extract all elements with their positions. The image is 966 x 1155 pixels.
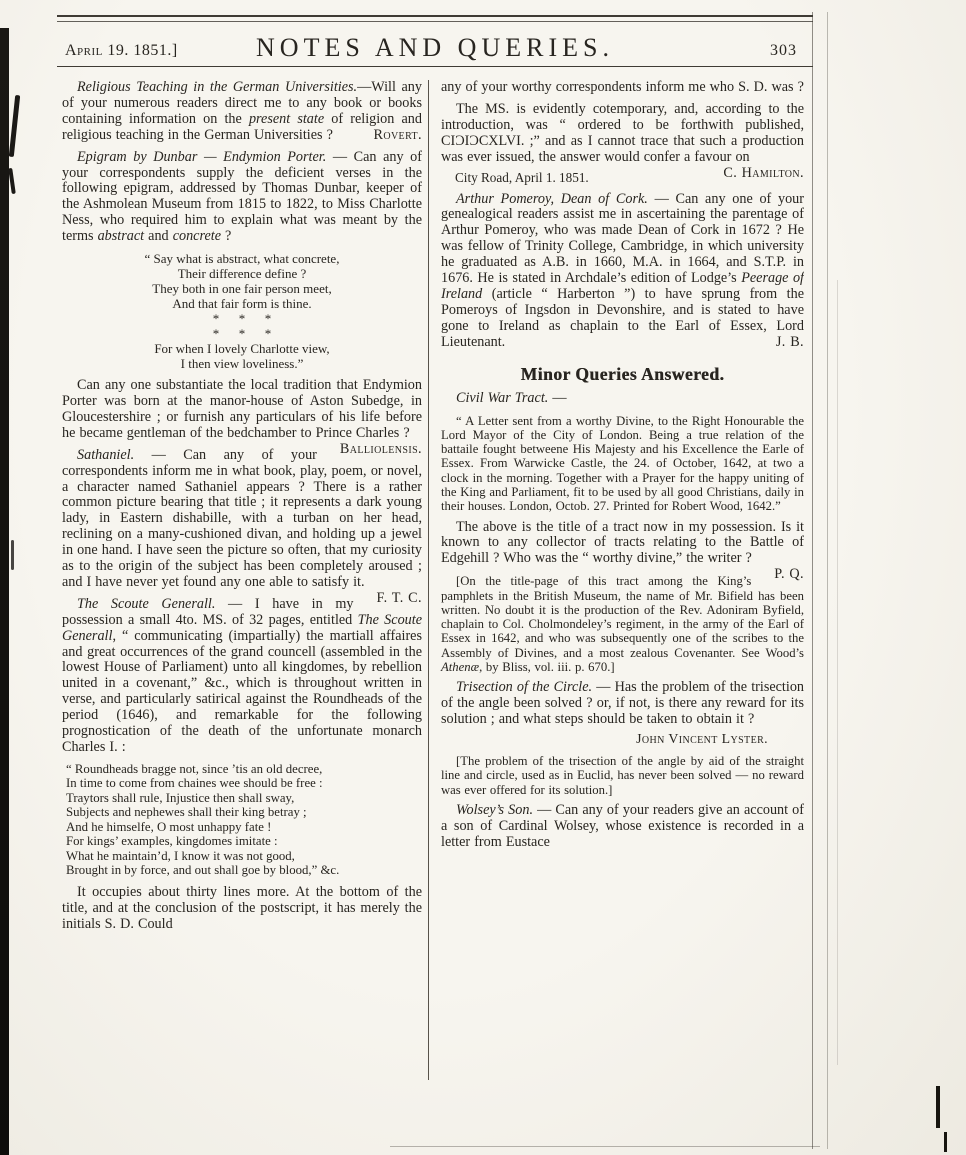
ink-mark (9, 95, 20, 157)
column-right (429, 80, 804, 1080)
text-segment: The Scoute Generall (62, 611, 422, 644)
text-segment: ? (221, 228, 232, 245)
text-segment: — Can any of your correspondents supply the deficient verses in the following epigram, addressed by Thomas Dunbar, keeper of the Ashmolean Museum from 1815 to 1822, to Miss Charlotte Ness, who required him to explain what was meant by the terms (62, 148, 422, 245)
text-segment: and (144, 228, 173, 245)
signature: C. Hamilton. (723, 164, 804, 181)
verse-line: And that fair form is thine. (172, 296, 312, 312)
scoute-generall-continuation (62, 885, 422, 933)
minor-queries-answered-heading: Minor Queries Answered. (520, 363, 725, 384)
text-segment: Epigram by Dunbar — Endymion Porter. (77, 148, 327, 165)
text-segment: any of your worthy correspondents inform me who S. D. was ? (441, 80, 804, 95)
text-segment: Religious Teaching in the German Universities. (77, 80, 358, 95)
roundheads-verse (62, 762, 422, 878)
verse-line: Subjects and nephewes shall their king betray ; (66, 805, 307, 820)
text-columns (62, 80, 804, 1080)
text-segment: —Will any of your numerous readers direct me to any book or books containing information on the (62, 80, 422, 127)
text-segment: Arthur Pomeroy, Dean of Cork. (456, 190, 648, 207)
editorial-note-byfield (441, 574, 804, 674)
text-segment: — Has the problem of the trisection of the angle been solved ? or, if not, is there any reward for its solution ; and what steps should be taken to obtain it ? (441, 679, 804, 728)
page-header (57, 33, 813, 65)
text-segment: — I have in my possession a small 4to. MS. of 32 pages, entitled (62, 595, 358, 628)
verse-line: And he himselfe, O most unhappy fate ! (66, 819, 272, 834)
query-scoute-generall (62, 597, 422, 756)
query-trisection-circle (441, 680, 804, 728)
civil-war-tract-lead (441, 391, 804, 407)
ink-mark (944, 1132, 947, 1152)
lyster-signature-line: John Vincent Lyster. (636, 731, 768, 747)
text-segment: — Can any of your readers give an account of a son of Cardinal Wolsey, whose existence is recorded in a letter from Eustace (441, 801, 804, 850)
text-segment: of religion and religious teaching in the German Universities ? (62, 110, 422, 143)
text-segment: Civil War Tract. (456, 389, 549, 406)
verse-line: * * * (212, 326, 272, 342)
text-segment: present state (248, 110, 325, 127)
text-segment: The Scoute Generall. (77, 595, 216, 612)
text-segment: — Can any one of your genealogical readers assist me in ascertaining the parentage of Arthur Pomeroy, who was made Dean of Cork in 1672 ? He was fellow of Trinity College, Cambridge, in which university he graduated as A.B. in 1660, M.A. in 1664, and S.T.P. in 1676. He is stated in Archdale’s edition of Lodge’s (441, 190, 804, 287)
signature: P. Q. (774, 566, 804, 583)
query-religious-teaching (62, 80, 422, 144)
verse-line: “ Roundheads bragge not, since ’tis an old decree, (66, 761, 323, 776)
text-segment: Can any one substantiate the local tradition that Endymion Porter was born at the manor-house of Aston Subedge, in Gloucestershire ; or furnish any particulars of his life before he became gentleman of the bedchamber to Prince Charles ? (62, 377, 422, 441)
text-segment: (article “ Harberton ”) to have sprung from the Pomeroys of Ingsdon in Devonshire, and is stated to have gone to Ireland as chaplain to the Earl of Essex, Lord Lieutenant. (441, 285, 804, 350)
signature: J. B. (775, 333, 804, 350)
ink-mark (11, 540, 14, 570)
query-wolseys-son (441, 803, 804, 851)
verse-line: I then view loveliness.” (180, 356, 304, 372)
text-segment: Wolsey’s Son. (456, 801, 534, 818)
signature: F. T. C. (376, 589, 422, 606)
text-segment: The MS. is evidently cotemporary, and, according to the introduction, was “ ordered to be forthwith published, CIƆIƆCXLVI. ;” and as I cannot trace that such a production was ever issued, the answer would confer a favour on (441, 100, 804, 165)
bottom-scan-rule (390, 1146, 820, 1147)
verse-line: * * * (212, 311, 272, 327)
verse-line: What he maintain’d, I know it was not good, (66, 848, 295, 863)
epigram-verse (62, 251, 422, 371)
text-segment: Athenæ (441, 660, 480, 675)
verse-line: For kings’ examples, kingdomes imitate : (66, 834, 278, 849)
verse-line: “ Say what is abstract, what concrete, (144, 251, 340, 267)
masthead-title: NOTES AND QUERIES. (256, 33, 614, 62)
text-segment: — Can any of your correspondents inform me in what book, play, poem, or novel, a character named Sathaniel appears ? There is a rather common picture bearing that title ; it represents a dark young lady, in Eastern dishabille, with a turban on her head, reclining on a many-cushioned divan, and holding up a jewel in one hand. I have seen the picture so often, that my curiosity as to the origin of the subject has been completely aroused ; and I have never yet found any one able to satisfy it. (62, 446, 422, 590)
civil-war-tract-question (441, 518, 804, 583)
scan-line-artifact (812, 12, 813, 1149)
civil-war-tract-title-quote (441, 414, 804, 514)
text-segment: Sathaniel. (77, 446, 135, 463)
query-epigram-dunbar (62, 150, 422, 245)
text-segment: concrete (172, 228, 221, 245)
text-segment: — (548, 389, 567, 406)
header-rule (57, 66, 813, 67)
scoute-generall-runover (441, 80, 804, 96)
text-segment: It occupies about thirty lines more. At the bottom of the title, and at the conclusion of the postscript, it has merely the initials S. D. Could (62, 883, 422, 932)
ink-mark (8, 168, 16, 194)
scan-edge-artifact (0, 28, 9, 1155)
text-segment: [The problem of the trisection of the angle by aid of the straight line and circle, used as in Euclid, has never been solved — no reward was ever offered for its solution.] (441, 754, 804, 797)
scan-line-artifact (837, 280, 838, 1065)
verse-line: Traytors shall rule, Injustice then shall sway, (66, 790, 295, 805)
verse-line: They both in one fair person meet, (152, 281, 332, 297)
column-left (62, 80, 422, 1080)
query-arthur-pomeroy (441, 192, 804, 351)
signature: Balliolensis. (339, 440, 422, 457)
text-segment: Trisection of the Circle. (456, 679, 593, 696)
ink-mark (936, 1086, 940, 1128)
verse-line: In time to come from chaines wee should be free : (66, 776, 323, 791)
top-rule-thick (57, 15, 813, 17)
signature: Rovert. (373, 126, 422, 143)
page-number: 303 (770, 42, 797, 59)
text-segment: , by Bliss, vol. iii. p. 670.] (479, 660, 615, 675)
text-segment: “ A Letter sent from a worthy Divine, to the Right Honourable the Lord Mayor of the City of London. Being a true relation of the battaile fought betweene His Majesty and his Excellence the Earle of Essex. From Warwicke Castle, the 24. of October, 1642, at two a clock in the morning. Together with a Prayer for the happy uniting of the King and Parliament, fit to be used by all good Christians, daily in their houses. London, Octob. 27. Printed for Robert Wood, 1642.” (441, 413, 804, 514)
verse-line: For when I lovely Charlotte view, (154, 341, 330, 357)
top-rule-thin (57, 21, 813, 22)
hamilton-dateline: City Road, April 1. 1851. (455, 169, 589, 185)
text-segment: abstract (97, 228, 145, 245)
text-segment: The above is the title of a tract now in my possession. Is it known to any collector of tracts relating to the Battle of Edgehill ? Who was the “ worthy divine,” the writer ? (441, 518, 804, 567)
scan-line-artifact (827, 12, 828, 1149)
verse-line: Brought in by force, and out shall goe by blood,” &c. (66, 863, 340, 878)
text-segment: , “ communicating (impartially) the martiall affaires and great occurrences of the grand councell (assembled in the lowest House of Parliament) unto all kingdomes, by rebellion united in a covenant,” &c., which is throughout written in verse, and particularly satirical against the Roundheads of the period (1646), and remarkable for the following prognostication of the death of the unfortunate monarch Charles I. : (62, 627, 422, 755)
issue-date: April 19. 1851.] (65, 42, 178, 59)
editorial-note-trisection (441, 754, 804, 797)
verse-line: Their difference define ? (177, 266, 307, 282)
text-segment: [On the title-page of this tract among the King’s pamphlets in the British Museum, the name of Mr. Bifield has been written. No doubt it is the production of the Rev. Adoniram Byfield, chaplain to Col. Cholmondeley’s regiment, in the army of the Earl of Essex in 1642, and who was subsequently one of the scribes to the Assembly of Divines, and a most zealous Covenanter. See Wood’s (441, 574, 804, 660)
text-segment: Peerage of Ireland (441, 270, 804, 302)
